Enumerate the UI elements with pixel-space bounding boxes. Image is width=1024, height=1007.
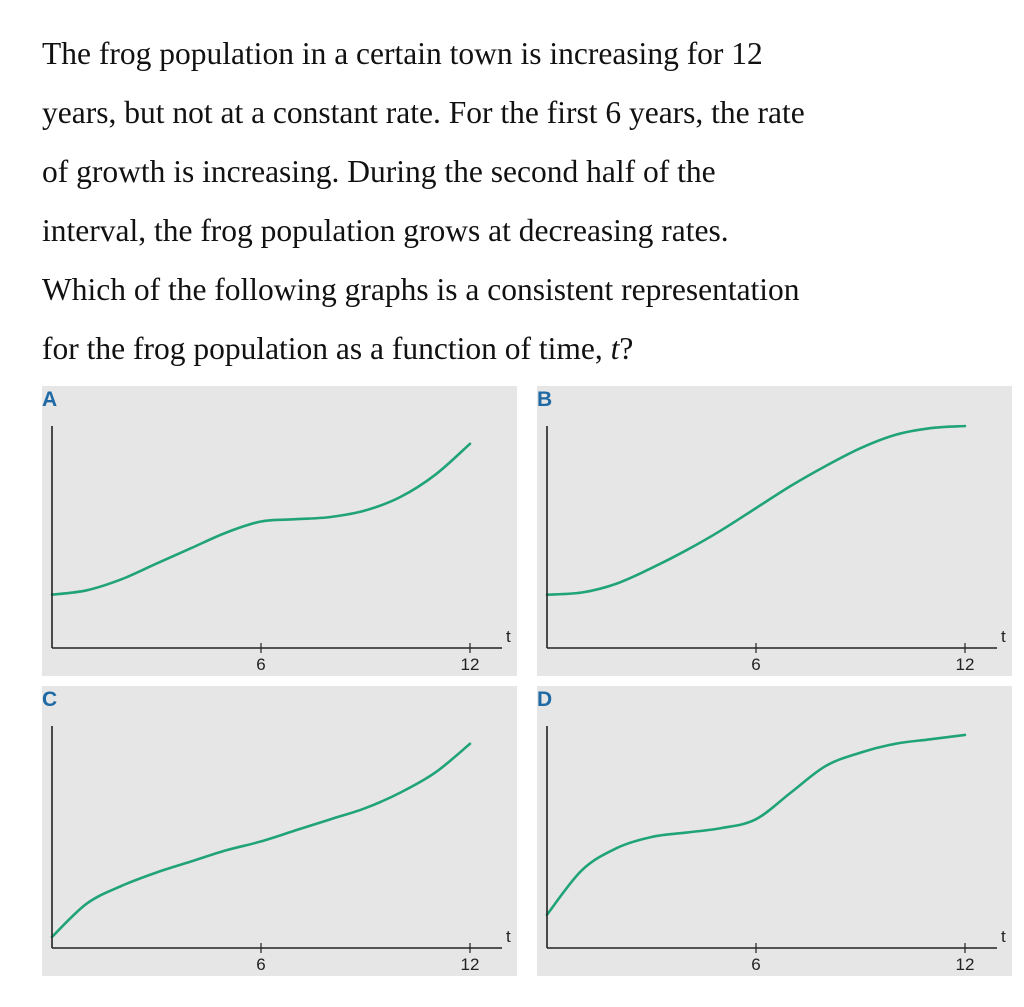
question-text <box>42 24 942 378</box>
option-label-a: A <box>42 388 58 411</box>
curve-c <box>52 744 470 937</box>
graph-c <box>42 686 517 976</box>
x-tick-label-6: 6 <box>751 655 761 674</box>
graph-d <box>537 686 1012 976</box>
graph-panel-d[interactable] <box>537 686 1012 976</box>
x-axis-label: t <box>506 927 511 946</box>
x-axis-label: t <box>506 627 511 646</box>
option-label-b: B <box>537 388 553 411</box>
option-label-d: D <box>537 688 553 711</box>
question-mark: ? <box>619 331 634 366</box>
x-axis-label: t <box>1001 927 1006 946</box>
graph-panel-b[interactable] <box>537 386 1012 676</box>
curve-d <box>547 735 965 915</box>
graph-b <box>537 386 1012 676</box>
graph-a <box>42 386 517 676</box>
graph-panel-c[interactable] <box>42 686 517 976</box>
option-label-c: C <box>42 688 58 711</box>
x-axis-label: t <box>1001 627 1006 646</box>
x-tick-label-6: 6 <box>256 955 266 974</box>
question-line: The frog population in a certain town is increasing for 12 <box>42 36 763 71</box>
question-last-line <box>42 319 942 378</box>
question-line: years, but not at a constant rate. For the first 6 years, the rate <box>42 95 805 130</box>
curve-a <box>52 444 470 595</box>
x-tick-label-12: 12 <box>460 955 480 974</box>
x-tick-label-6: 6 <box>751 955 761 974</box>
question-line: for the frog population as a function of time, <box>42 331 611 366</box>
x-tick-label-12: 12 <box>955 955 975 974</box>
x-tick-label-12: 12 <box>460 655 480 674</box>
question-line: of growth is increasing. During the second half of the <box>42 154 716 189</box>
curve-b <box>547 426 965 595</box>
time-variable: t <box>610 331 620 366</box>
x-tick-label-12: 12 <box>955 655 975 674</box>
x-tick-label-6: 6 <box>256 655 266 674</box>
question-line: Which of the following graphs is a consistent representation <box>42 272 800 307</box>
question-line: interval, the frog population grows at decreasing rates. <box>42 213 729 248</box>
graph-panel-a[interactable] <box>42 386 517 676</box>
